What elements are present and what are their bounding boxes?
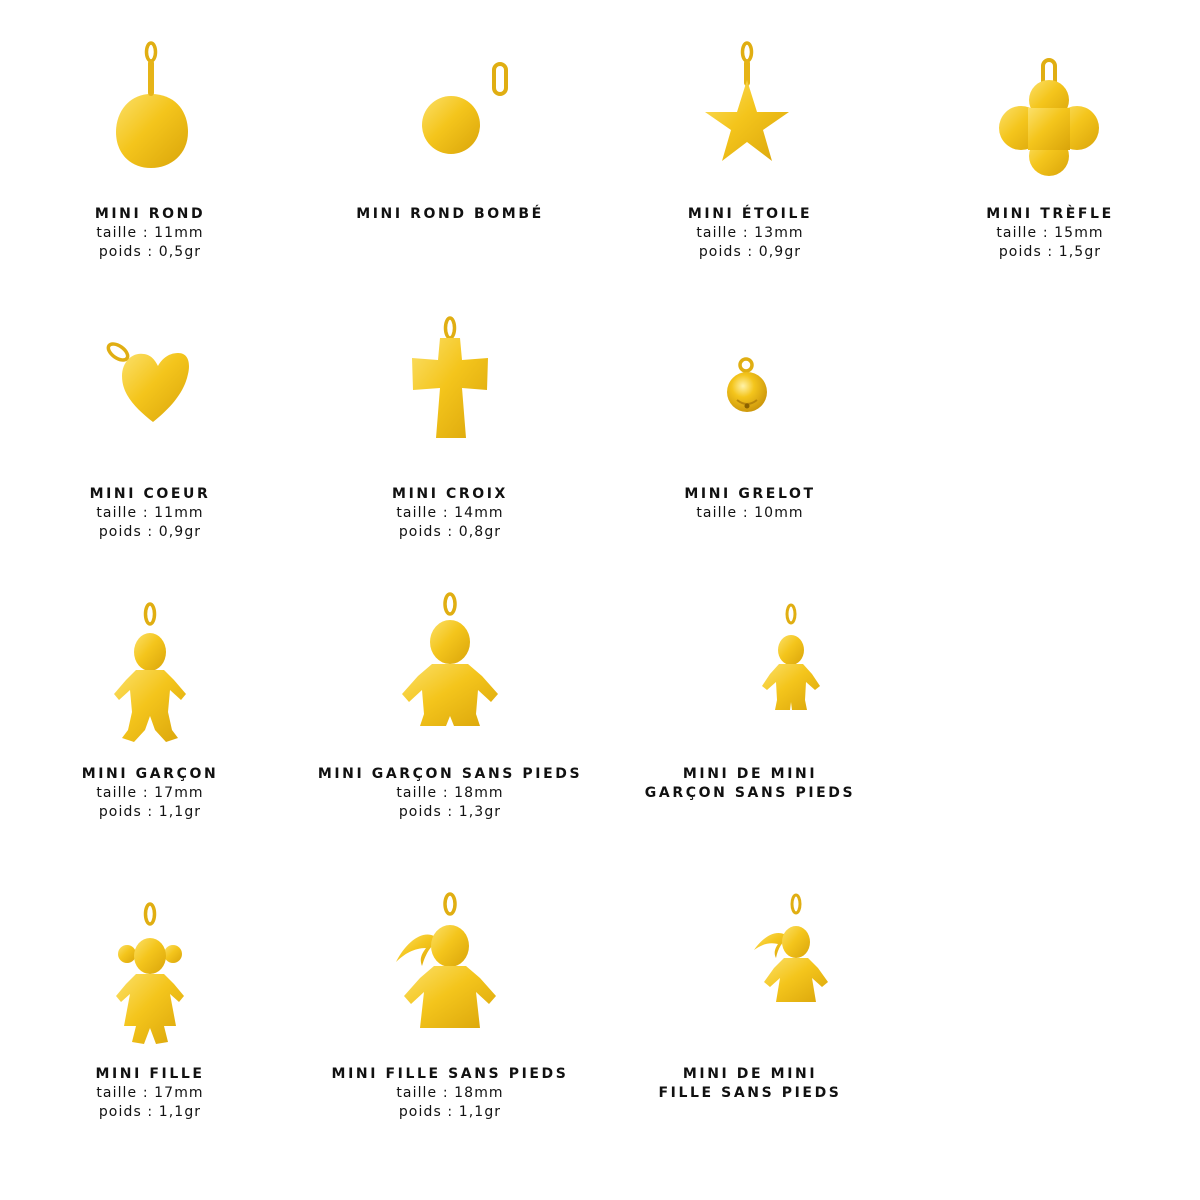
- product-mini-garcon[interactable]: [0, 590, 300, 840]
- product-name: MINI DE MINI: [682, 1066, 818, 1082]
- product-mini-de-mini-garcon[interactable]: [600, 590, 900, 840]
- product-weight: poids : 0,9gr: [98, 524, 202, 540]
- product-name: MINI GRELOT: [684, 486, 816, 502]
- product-name: MINI ÉTOILE: [687, 206, 813, 222]
- product-size: taille : 10mm: [696, 505, 804, 521]
- product-mini-garcon-sans-pieds[interactable]: [300, 590, 600, 840]
- boy-no-feet-pendant-icon: [300, 590, 600, 790]
- product-name: MINI GARÇON SANS PIEDS: [317, 766, 583, 782]
- product-name: MINI TRÈFLE: [986, 206, 1114, 222]
- product-mini-etoile[interactable]: [600, 30, 900, 280]
- product-name-line-2: FILLE SANS PIEDS: [658, 1085, 842, 1101]
- clover-pendant-icon: [900, 30, 1200, 230]
- product-name: MINI ROND: [94, 206, 206, 222]
- product-name: MINI DE MINI: [682, 766, 818, 782]
- product-size: taille : 11mm: [96, 505, 204, 521]
- product-size: taille : 18mm: [396, 1085, 504, 1101]
- girl-no-feet-pendant-icon: [300, 890, 600, 1090]
- product-mini-fille-sans-pieds[interactable]: [300, 890, 600, 1140]
- bell-pendant-icon: [600, 310, 900, 510]
- product-mini-grelot[interactable]: [600, 310, 900, 560]
- product-weight: poids : 1,3gr: [398, 804, 502, 820]
- product-weight: poids : 0,8gr: [398, 524, 502, 540]
- product-size: taille : 17mm: [96, 1085, 204, 1101]
- product-mini-de-mini-fille[interactable]: [600, 890, 900, 1140]
- product-name: MINI FILLE: [95, 1066, 205, 1082]
- product-name: MINI ROND BOMBÉ: [356, 206, 544, 222]
- product-size: taille : 17mm: [96, 785, 204, 801]
- product-weight: poids : 1,1gr: [398, 1104, 502, 1120]
- star-pendant-icon: [600, 30, 900, 230]
- product-weight: poids : 1,1gr: [98, 1104, 202, 1120]
- product-name: MINI COEUR: [89, 486, 211, 502]
- product-mini-fille[interactable]: [0, 890, 300, 1140]
- product-name-line-2: GARÇON SANS PIEDS: [644, 785, 856, 801]
- product-name: MINI CROIX: [392, 486, 508, 502]
- round-disc-pendant-icon: [0, 30, 300, 230]
- boy-pendant-icon: [0, 590, 300, 790]
- product-weight: poids : 0,5gr: [98, 244, 202, 260]
- domed-disc-pendant-icon: [300, 30, 600, 230]
- product-size: taille : 14mm: [396, 505, 504, 521]
- product-size: taille : 13mm: [696, 225, 804, 241]
- product-mini-croix[interactable]: [300, 310, 600, 560]
- product-weight: poids : 1,5gr: [998, 244, 1102, 260]
- tiny-boy-pendant-icon: [600, 590, 900, 790]
- product-size: taille : 15mm: [996, 225, 1104, 241]
- product-mini-rond[interactable]: [0, 30, 300, 280]
- heart-pendant-icon: [0, 310, 300, 510]
- product-size: taille : 18mm: [396, 785, 504, 801]
- product-name: MINI GARÇON: [81, 766, 219, 782]
- product-name: MINI FILLE SANS PIEDS: [331, 1066, 569, 1082]
- product-weight: poids : 0,9gr: [698, 244, 802, 260]
- product-mini-coeur[interactable]: [0, 310, 300, 560]
- product-mini-trefle[interactable]: [900, 30, 1200, 280]
- cross-pendant-icon: [300, 310, 600, 510]
- product-weight: poids : 1,1gr: [98, 804, 202, 820]
- tiny-girl-pendant-icon: [600, 890, 900, 1090]
- girl-pendant-icon: [0, 890, 300, 1090]
- product-size: taille : 11mm: [96, 225, 204, 241]
- product-mini-rond-bombe[interactable]: [300, 30, 600, 280]
